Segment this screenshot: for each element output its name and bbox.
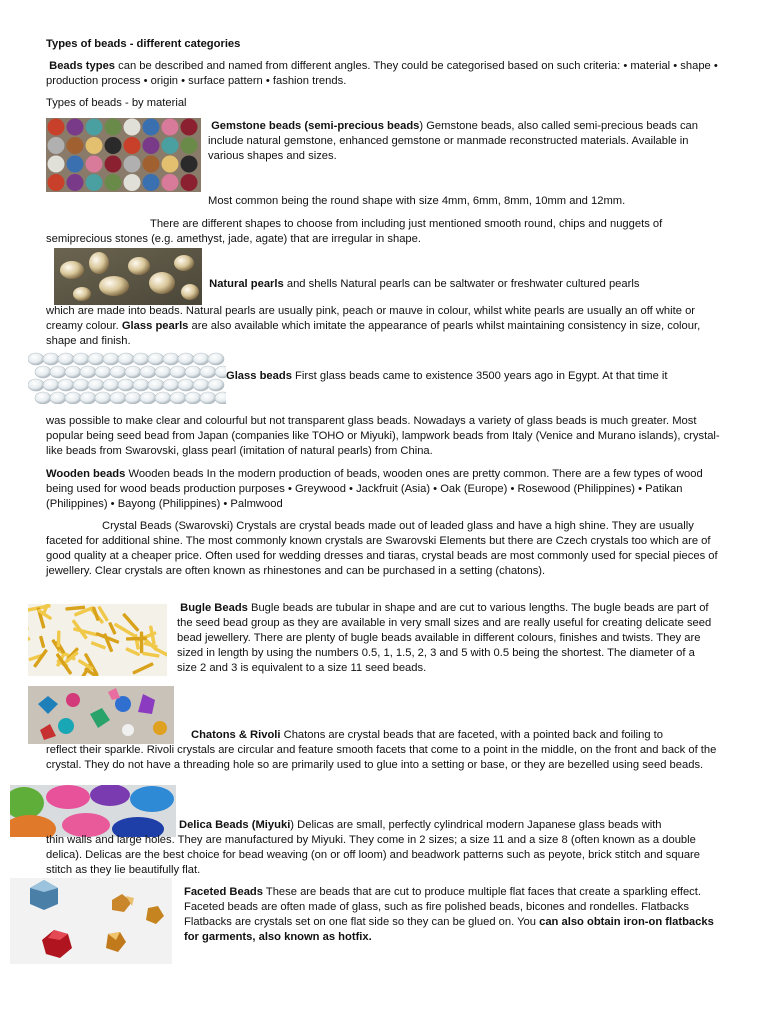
- gemstone-shapes: There are different shapes to choose from including just mentioned smooth round, chips and nuggets of semiprecious stones (e.g. amethyst, jade, agate) that are irregular in shape.: [46, 218, 663, 245]
- intro-paragraph: [46, 59, 726, 89]
- pearls-line-1: [206, 277, 726, 292]
- glass-text-1: First glass beads came to existence 3500 years ago in Egypt. At that time it: [291, 370, 668, 382]
- delica-paren: ): [290, 819, 295, 831]
- gemstone-text: Gemstone beads, also called semi-precious beads can include natural gemstone, enhanced gemstone or manmade reconstructed materials. Available in various shapes and sizes.: [208, 120, 698, 162]
- natural-pearls-image: [54, 248, 202, 305]
- glass-pearls-term: Glass pearls: [121, 320, 189, 332]
- delica-title: Delica Beads (Miyuki: [179, 819, 291, 831]
- hotfix-text: can also obtain iron-on flatbacks for garments, also known as hotfix.: [184, 916, 714, 943]
- glass-title: Glass beads: [226, 370, 292, 382]
- delica-text-1: Delicas are small, perfectly cylindrical modern Japanese glass beads with: [294, 819, 662, 831]
- pearls-paragraph: [46, 304, 726, 349]
- faceted-paragraph: [184, 885, 724, 945]
- glass-paragraph: was possible to make clear and colourful but not transparent glass beads. Nowadays a variety of glass beads is much greater. Most popular being seed bead from Japan (companies like TOHO or Miyuki), lampwork beads from Italy (Venice and Murano islands), crystal-like beads from Swarovski, glass pearl (imitation of natural pearls) from China.: [46, 415, 720, 457]
- beads-types-term: Beads types: [49, 60, 116, 72]
- faceted-text: These are beads that are cut to produce multiple flat faces that create a sparkling effect. Faceted beads are often made of glass, such as fire polished beads, bicones and rondelles. Flatbacks Flatbacks are crystals set on one flat side so they can be glued on. You: [184, 886, 701, 928]
- gemstone-beads-image: [46, 118, 201, 192]
- chatons-line-1: [191, 728, 663, 743]
- pearls-text-1: and shells Natural pearls can be saltwater or freshwater cultured pearls: [283, 278, 640, 290]
- gemstone-paren: ): [419, 120, 424, 132]
- pearls-title: Natural pearls: [209, 278, 284, 290]
- chatons-title: Chatons & Rivoli: [191, 729, 281, 741]
- chatons-rivoli-image: [28, 686, 174, 744]
- by-material-heading: Types of beads - by material: [46, 97, 187, 109]
- chatons-text-1: Chatons are crystal beads that are faceted, with a pointed back and foiling to: [280, 729, 663, 741]
- page-title: Types of beads - different categories: [46, 38, 241, 50]
- gemstone-paragraph: [208, 119, 723, 164]
- bugle-title: Bugle Beads: [180, 602, 248, 614]
- wooden-paragraph: [46, 467, 726, 512]
- intro-text: can be described and named from different angles. They could be categorised based on such criteria: • material • shape • production process • origin • surface pattern • fashion trends.: [46, 60, 718, 87]
- delica-paragraph: thin walls and large holes. They are manufactured by Miyuki. They come in 2 sizes; a size 11 and a size 8 (often known as a double delica). Delicas are the best choice for bead weaving (on or off loom) and beadwork patterns such as peyote, brick stitch and square stitch as they lie beautifully flat.: [46, 834, 700, 876]
- pearls-text-3: are also available which imitate the appearance of pearls whilst maintaining consistency in size, colour, shape and finish.: [46, 320, 701, 347]
- wooden-text: Wooden beads In the modern production of beads, wooden ones are pretty common. There are a few types of wood being used for wood beads production purposes • Greywood • Jackfruit (Asia) • Oak (Europe) • Rosewood (Philippines) • Patikan (Philippines) • Bayong (Philippines) • Palmwood: [46, 468, 703, 510]
- gemstone-common: Most common being the round shape with size 4mm, 6mm, 8mm, 10mm and 12mm.: [208, 195, 626, 207]
- faceted-beads-image: [10, 878, 172, 964]
- chatons-paragraph: reflect their sparkle. Rivoli crystals are circular and feature smooth facets that come to a point in the middle, on the front and back of the crystal. They do not have a threading hole so are primarily used to glue into a setting or base, or they are bezelled using seed beads.: [46, 744, 717, 771]
- delica-line-1: [179, 818, 662, 833]
- gemstone-title: Gemstone beads (semi-precious beads: [211, 120, 420, 132]
- wooden-title: Wooden beads: [46, 468, 126, 480]
- glass-line-1: [226, 369, 668, 384]
- glass-beads-image: [28, 352, 226, 404]
- crystal-paragraph: Crystal Beads (Swarovski) Crystals are crystal beads made out of leaded glass and have a high shine. They are usually faceted for additional shine. The most commonly known crystals are Swarovski Elements but there are Czech crystals too which are of good quality at a cheaper price. Often used for wedding dresses and tiaras, crystal beads are most commonly used for special pieces of jewellery. Clear crystals are often known as rhinestones and can be purchased in a setting (chatons).: [46, 520, 718, 577]
- bugle-text: Bugle beads are tubular in shape and are cut to various lengths. The bugle beads are part of the seed bead group as they are available in very small sizes and are really useful for creating delicate seed bead jewellery. There are plenty of bugle beads available in different colours, finishes and twists. They are sized in length by using the numbers 0.5, 1, 1.5, 2, 3 and 5 with 0.5 being the shortest. The diameter of a size 2 and 3 is equivalent to a size 11 seed beads.: [177, 602, 712, 674]
- bugle-beads-image: [28, 604, 167, 676]
- pearls-text-2: which are made into beads. Natural pearls are usually pink, peach or mauve in colour, whilst white pearls are usually an off white or creamy colour.: [46, 305, 696, 332]
- faceted-title: Faceted Beads: [184, 886, 263, 898]
- bugle-paragraph: [177, 601, 717, 676]
- delica-beads-image: [10, 785, 176, 837]
